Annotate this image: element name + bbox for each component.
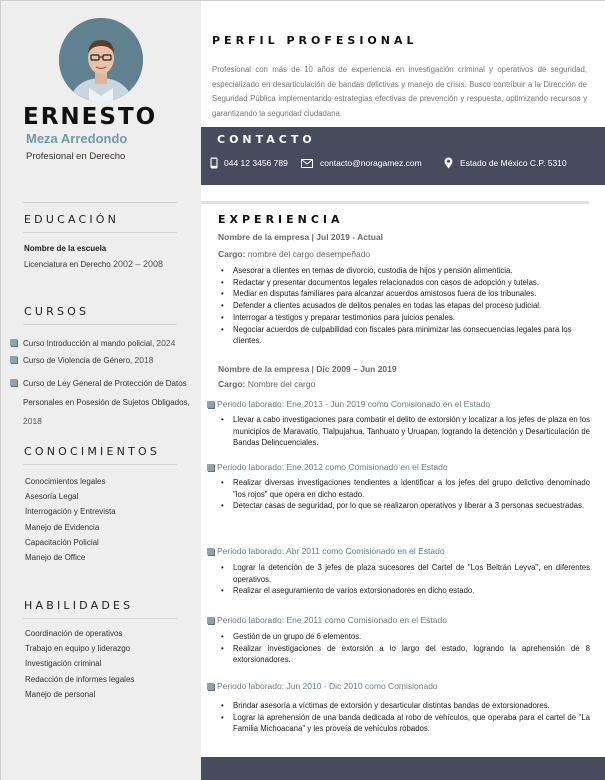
work-period xyxy=(207,615,447,625)
cargo-label: Cargo: xyxy=(218,249,246,259)
list-item: Investigación criminal xyxy=(25,659,102,669)
phone-icon xyxy=(210,157,218,172)
course-name: Curso de Ley General de Protección de Datos Personales en Posesión de Sujetos Obligados, xyxy=(23,379,190,407)
bullet-square-icon xyxy=(207,464,214,471)
bullet-square-icon xyxy=(207,617,214,624)
list-item: • Realizar diversas investigaciones tendientes a identificar a los jefes del grupo delictivo denominado "los rojos" que opera en dicho estado. xyxy=(218,477,590,500)
list-item: Manejo de personal xyxy=(25,689,96,699)
contact-email[interactable]: contacto@noragamez.com xyxy=(320,158,422,168)
list-item: • Llevar a cabo investigaciones para combatir el delito de extorsión y localizar a los jefes de plaza en los municipios de Maravatío, Tlalpujahua, Tanhuato y Uruapan, logrando la detención y Desarticulación de Bandas Delincuenciales. xyxy=(218,414,590,449)
list-item: • Realizar investigaciones de extorsión a lo largo del estado, logrando la aprehensión de 8 extorsionadores. xyxy=(218,643,590,666)
period-label: Periodo laborado: Ene 2012 como Comisionado en el Estado xyxy=(217,462,448,472)
skills-heading: HABILIDADES xyxy=(24,599,134,612)
bullet-square-icon xyxy=(207,683,214,690)
degree-years: 2002 – 2008 xyxy=(112,259,164,269)
section-divider xyxy=(201,201,589,204)
course-year: 2018 xyxy=(23,416,42,426)
course-bullet-icon xyxy=(10,379,17,386)
period-label: Periodo laborado: Ene 2013 - Jun 2019 como Comisionado en el Estado xyxy=(217,399,491,409)
contact-heading: CONTACTO xyxy=(217,133,316,146)
course-item xyxy=(23,351,195,370)
sidebar-divider xyxy=(23,202,177,203)
profile-summary: Profesional con más de 10 años de experiencia en investigación criminal y operativos de seguridad, especializado en desarticulación de bandas delictivas y manejo de crisis. Busco contribuir a la Dirección de Seguridad Pública implementando estrategias efectivas de prevención y respuesta, optimizando recursos y garantizando la seguridad ciudadana. xyxy=(212,65,587,118)
cargo-value: Nombre del cargo xyxy=(247,379,316,389)
list-item: • Brindar asesoría a víctimas de extorsión y desarticular distintas bandas de extorsionadores. xyxy=(218,700,590,712)
period-bullets xyxy=(218,631,590,666)
list-item: • Negociar acuerdos de culpabilidad con fiscales para minimizar las consecuencias legales para los clientes. xyxy=(218,324,590,347)
knowledge-list xyxy=(25,474,116,565)
school-name: Nombre de la escuela xyxy=(24,244,107,253)
course-item xyxy=(23,374,195,431)
list-item: Redacción de informes legales xyxy=(25,674,135,684)
bullet-square-icon xyxy=(207,548,214,555)
work-period xyxy=(207,681,438,691)
period-label: Periodo laborado: Jun 2010 - Dic 2010 como Comisionado xyxy=(217,681,438,691)
list-item: Coordinación de operativos xyxy=(25,629,123,638)
list-item: Asesoría Legal xyxy=(25,492,79,502)
course-name: Curso Introducción al mando policial, xyxy=(23,339,155,348)
job-cargo xyxy=(218,249,370,259)
knowledge-underline xyxy=(23,464,177,465)
list-item: Capacitación Policial xyxy=(25,537,99,547)
list-item: Conocimientos legales xyxy=(25,477,106,486)
course-bullet-icon xyxy=(10,356,17,363)
period-label: Periodo laborado: Abr 2011 como Comisionado en el Estado xyxy=(217,546,445,556)
period-label: Periodo laborado: Ene 2011 como Comisionado en el Estado xyxy=(217,615,447,625)
list-item: • Asesorar a clientes en temas de divorcio, custodia de hijos y pensión alimenticia. xyxy=(218,265,590,277)
list-item: Manejo de Evidencia xyxy=(25,522,100,532)
list-item: Interrogación y Entrevista xyxy=(25,507,116,517)
skills-underline xyxy=(23,618,177,619)
mail-icon xyxy=(301,159,313,171)
profile-heading: PERFIL PROFESIONAL xyxy=(212,34,418,47)
list-item: • Gestión de un grupo de 6 elementos. xyxy=(218,631,590,643)
first-name: ERNESTO xyxy=(23,104,158,130)
education-heading: EDUCACIÓN xyxy=(24,213,120,226)
skills-list xyxy=(25,626,134,702)
work-period xyxy=(207,399,490,409)
list-item: • Mediar en disputas familiares para alcanzar acuerdos amistosos fuera de los tribunales. xyxy=(218,288,590,300)
contact-phone: 044 12 3456 789 xyxy=(224,158,288,168)
location-pin-icon xyxy=(444,157,453,172)
job-cargo xyxy=(218,379,315,389)
courses-heading: CURSOS xyxy=(24,305,90,318)
work-period xyxy=(207,546,445,556)
list-item: • Lograr la detención de 3 jefes de plaza sucesores del Cartel de "Los Beltrán Leyva", en diferentes operativos. xyxy=(218,562,590,585)
list-item: • Realizar el aseguramiento de varios extorsionadores en dicho estado. xyxy=(218,585,590,597)
job-company: Nombre de la empresa | Jul 2019 - Actual xyxy=(218,232,384,242)
period-bullets xyxy=(218,700,590,735)
list-item: • Lograr la aprehensión de una banda dedicada al robo de vehículos, que operaba para el cartel de "La Familia Michoacana" y les proveía de vehículos robados. xyxy=(218,712,590,735)
profile-photo xyxy=(59,18,143,102)
period-bullets xyxy=(218,477,590,512)
bullet-square-icon xyxy=(207,401,214,408)
course-year: 2024 xyxy=(156,338,176,348)
contact-panel xyxy=(201,127,605,185)
experience-heading: EXPERIENCIA xyxy=(218,213,344,226)
list-item: • Redactar y presentar documentos legales relacionados con casos de adopción y tutelas. xyxy=(218,277,590,289)
list-item: • Detectar casas de seguridad, por lo que se realizaron operativos y liberar a 3 personas secuestradas. xyxy=(218,500,590,512)
education-underline xyxy=(23,232,177,233)
list-item: Trabajo en equipo y liderazgo xyxy=(25,644,131,654)
cargo-value: nombre del cargo desempeñado xyxy=(247,249,371,259)
period-bullets xyxy=(218,562,590,597)
job-responsibilities xyxy=(218,265,590,347)
cargo-label: Cargo: xyxy=(218,379,246,389)
courses-underline xyxy=(23,324,177,325)
course-year: 2018 xyxy=(134,355,154,365)
course-name: Curso de Violencia de Género, xyxy=(23,356,133,365)
contact-location: Estado de México C.P. 5310 xyxy=(460,158,567,168)
work-period xyxy=(207,462,448,472)
job-company: Nombre de la empresa | Dic 2009 – Jun 2019 xyxy=(218,364,397,374)
last-name: Meza Arredondo xyxy=(26,131,128,146)
degree-name: Licenciatura en Derecho xyxy=(24,260,111,269)
knowledge-heading: CONOCIMIENTOS xyxy=(24,445,161,458)
footer-bar xyxy=(201,757,605,780)
list-item: Manejo de Office xyxy=(25,552,86,562)
professional-title: Profesional en Derecho xyxy=(26,151,126,162)
degree xyxy=(24,258,163,271)
list-item: • Interrogar a testigos y preparar testimonios para juicios penales. xyxy=(218,312,590,324)
avatar xyxy=(59,18,143,102)
period-bullets xyxy=(218,414,590,449)
list-item: • Defender a clientes acusados de delitos penales en todas las etapas del proceso judicial. xyxy=(218,300,590,312)
course-bullet-icon xyxy=(10,339,17,346)
